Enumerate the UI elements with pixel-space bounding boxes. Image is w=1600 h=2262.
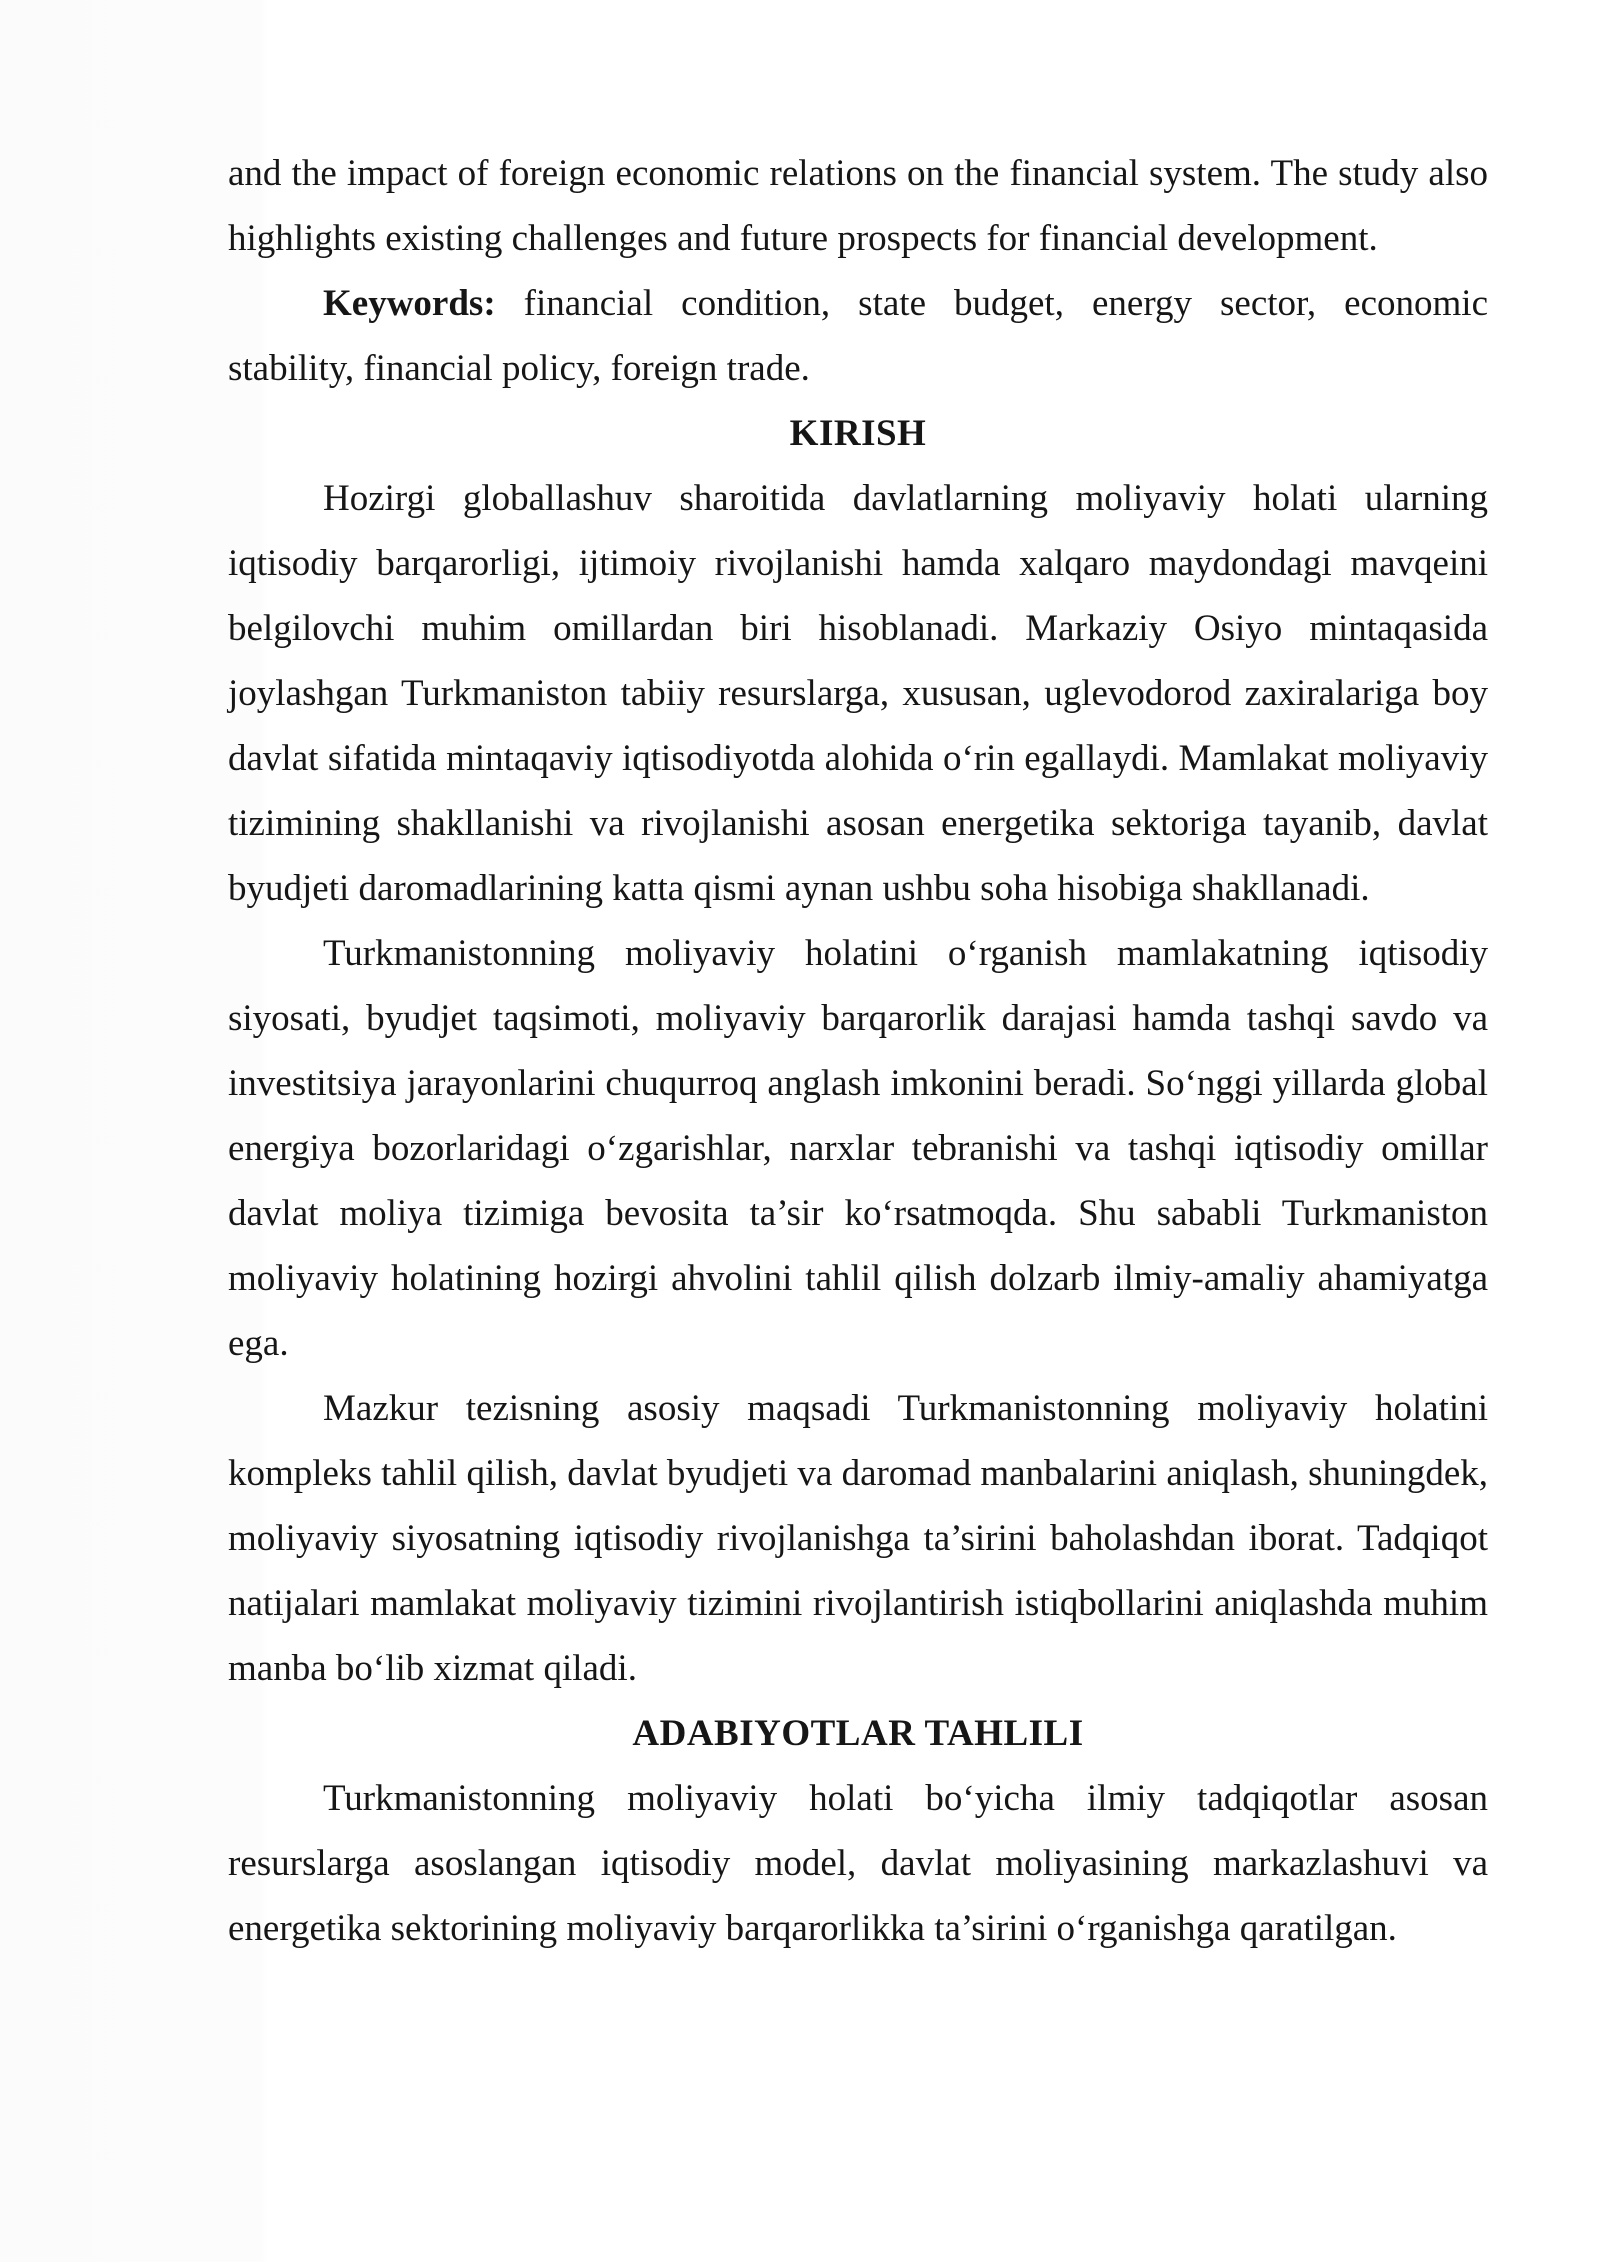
adabiyotlar-paragraph-1: Turkmanistonning moliyaviy holati bo‘yicha ilmiy tadqiqotlar asosan resurslarga asoslangan iqtisodiy model, davlat moliyasining markazlashuvi va energetika sektorining moliyaviy barqarorlikka ta’sirini o‘rganishga qaratilgan. — [228, 1778, 1488, 1949]
keywords-text: financial condition, state budget, energy sector, economic stability, financial policy, foreign trade. — [228, 283, 1488, 389]
section-heading-adabiyotlar-tahlili: ADABIYOTLAR TAHLILI — [632, 1713, 1084, 1754]
section-heading-kirish: KIRISH — [789, 413, 927, 454]
kirish-paragraph-2: Turkmanistonning moliyaviy holatini o‘rganish mamlakatning iqtisodiy siyosati, byudjet taqsimoti, moliyaviy barqarorlik darajasi hamda tashqi savdo va investitsiya jarayonlarini chuqurroq anglash imkonini beradi. So‘nggi yillarda global energiya bozorlaridagi o‘zgarishlar, narxlar tebranishi va tashqi iqtisodiy omillar davlat moliya tizimiga bevosita ta’sir ko‘rsatmoqda. Shu sababli Turkmaniston moliyaviy holatining hozirgi ahvolini tahlil qilish dolzarb ilmiy-amaliy ahamiyatga ega. — [228, 933, 1488, 1364]
keywords-label: Keywords: — [323, 283, 496, 324]
keywords-paragraph — [228, 271, 1488, 401]
kirish-paragraph-3: Mazkur tezisning asosiy maqsadi Turkmanistonning moliyaviy holatini kompleks tahlil qilish, davlat byudjeti va daromad manbalarini aniqlash, shuningdek, moliyaviy siyosatning iqtisodiy rivojlanishga ta’sirini baholashdan iborat. Tadqiqot natijalari mamlakat moliyaviy tizimini rivojlantirish istiqbollarini aniqlashda muhim manba bo‘lib xizmat qiladi. — [228, 1388, 1488, 1689]
abstract-continuation-paragraph: and the impact of foreign economic relations on the financial system. The study also highlights existing challenges and future prospects for financial development. — [228, 153, 1488, 259]
kirish-paragraph-1: Hozirgi globallashuv sharoitida davlatlarning moliyaviy holati ularning iqtisodiy barqarorligi, ijtimoiy rivojlanishi hamda xalqaro maydondagi mavqeini belgilovchi muhim omillardan biri hisoblanadi. Markaziy Osiyo mintaqasida joylashgan Turkmaniston tabiiy resurslarga, xususan, uglevodorod zaxiralariga boy davlat sifatida mintaqaviy iqtisodiyotda alohida o‘rin egallaydi. Mamlakat moliyaviy tizimining shakllanishi va rivojlanishi asosan energetika sektoriga tayanib, davlat byudjeti daromadlarining katta qismi aynan ushbu soha hisobiga shakllanadi. — [228, 478, 1488, 909]
